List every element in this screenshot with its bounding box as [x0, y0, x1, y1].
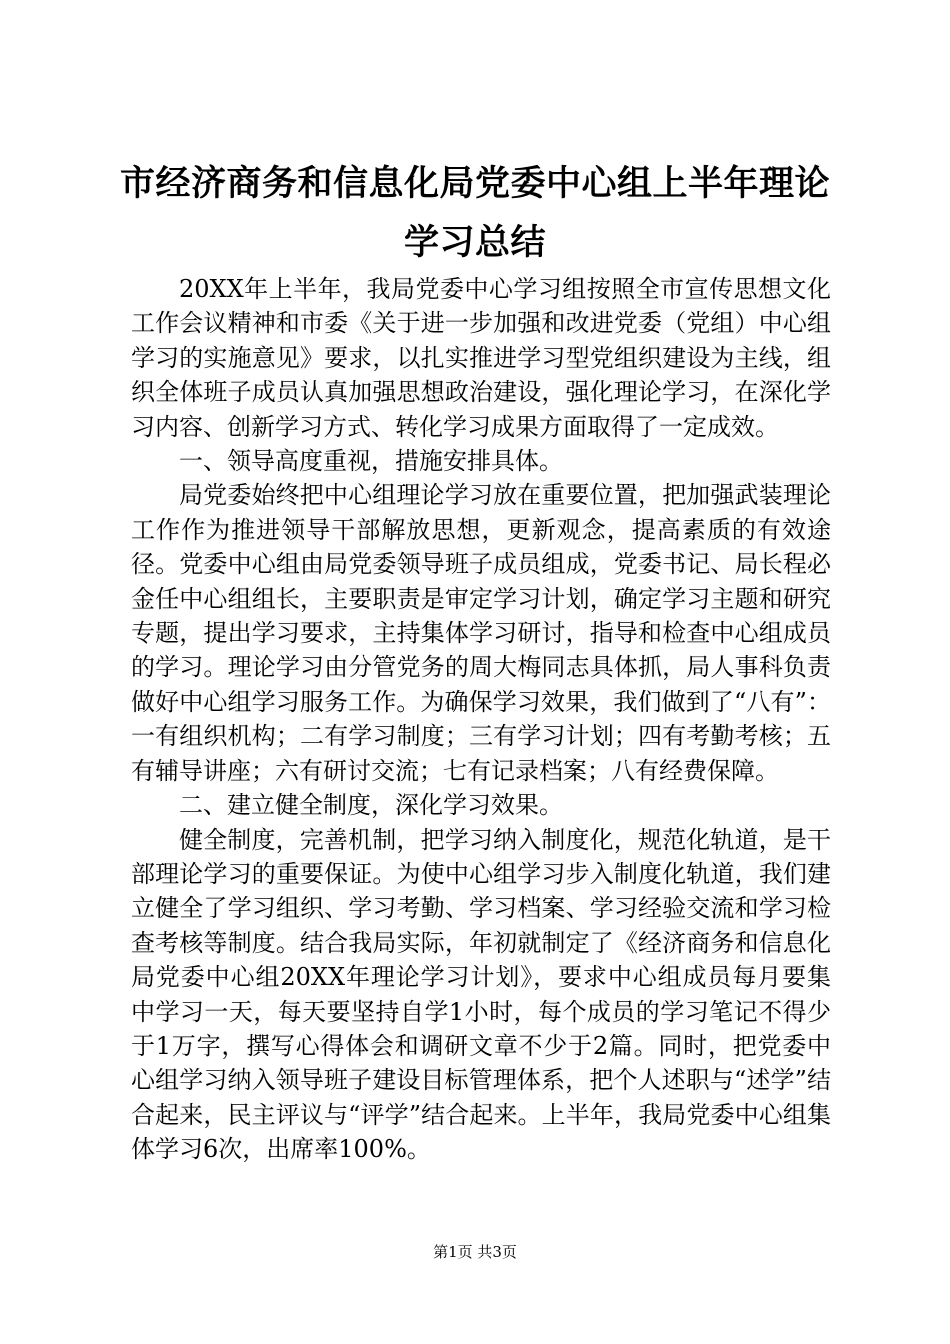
paragraph-section-2: 健全制度，完善机制，把学习纳入制度化，规范化轨道，是干部理论学习的重要保证。为使中心组学习步入制度化轨道，我们建立健全了学习组织、学习考勤、学习档案、学习经验交流和学习检查考核等制度。结合我局实际，年初就制定了《经济商务和信息化局党委中心组20XX年理论学习计划》，要求中心组成员每月要集中学习一天，每天要坚持自学1小时，每个成员的学习笔记不得少于1万字，撰写心得体会和调研文章不少于2篇。同时，把党委中心组学习纳入领导班子建设目标管理体系，把个人述职与“述学”结合起来，民主评议与“评学”结合起来。上半年，我局党委中心组集体学习6次，出席率100%。 — [131, 825, 831, 1164]
section-heading-1: 一、领导高度重视，措施安排具体。 — [179, 447, 563, 476]
document-body — [131, 272, 831, 1167]
paragraph-intro: 20XX年上半年，我局党委中心学习组按照全市宣传思想文化工作会议精神和市委《关于进一步加强和改进党委（党组）中心组学习的实施意见》要求，以扎实推进学习型党组织建设为主线，组织全体班子成员认真加强思想政治建设，强化理论学习，在深化学习内容、创新学习方式、转化学习成果方面取得了一定成效。 — [131, 275, 831, 441]
document-title-line-1: 市经济商务和信息化局党委中心组上半年理论 — [120, 163, 831, 204]
section-heading-2: 二、建立健全制度，深化学习效果。 — [179, 791, 563, 820]
document-title-line-2: 学习总结 — [403, 222, 546, 263]
page-number-footer: 第1页 共3页 — [433, 1243, 517, 1261]
paragraph-section-1: 局党委始终把中心组理论学习放在重要位置，把加强武装理论工作作为推进领导干部解放思想，更新观念，提高素质的有效途径。党委中心组由局党委领导班子成员组成，党委书记、局长程必金任中心组组长，主要职责是审定学习计划，确定学习主题和研究专题，提出学习要求，主持集体学习研讨，指导和检查中心组成员的学习。理论学习由分管党务的周大梅同志具体抓，局人事科负责做好中心组学习服务工作。为确保学习效果，我们做到了“八有”：一有组织机构；二有学习制度；三有学习计划；四有考勤考核；五有辅导讲座；六有研讨交流；七有记录档案；八有经费保障。 — [131, 481, 831, 785]
